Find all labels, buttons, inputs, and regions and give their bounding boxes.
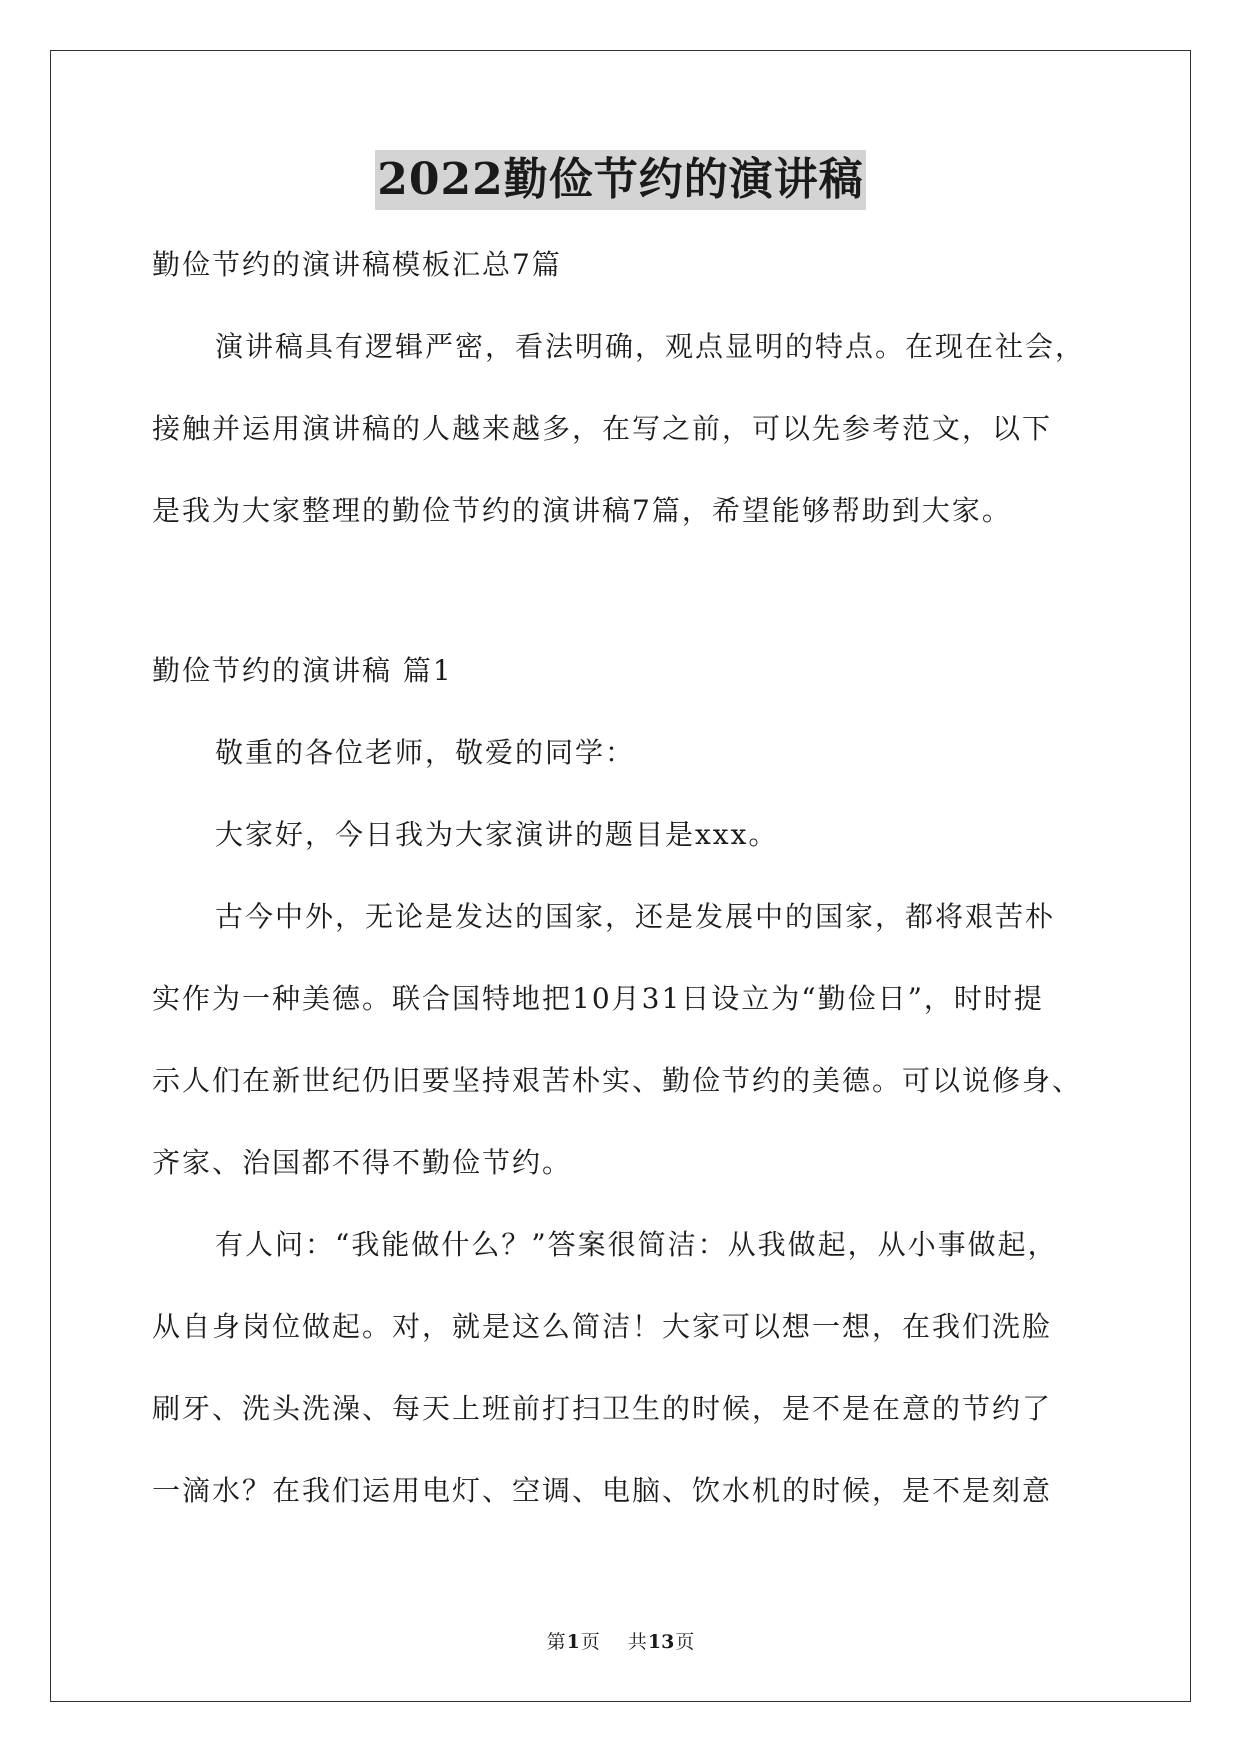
text-line: 是我为大家整理的勤俭节约的演讲稿7篇，希望能够帮助到大家。: [152, 494, 1012, 527]
text-line: 一滴水？在我们运用电灯、空调、电脑、饮水机的时候，是不是刻意: [152, 1474, 1053, 1507]
text-line: 有人问：“我能做什么？”答案很简洁：从我做起，从小事做起，: [215, 1228, 1058, 1261]
page-unit: 页: [580, 1631, 600, 1653]
text-line: 古今中外，无论是发达的国家，还是发展中的国家，都将艰苦朴: [215, 900, 1056, 933]
text-line: 实作为一种美德。联合国特地把10月31日设立为“勤俭日”，时时提: [152, 982, 1044, 1015]
title-container: [0, 150, 1241, 210]
text-line: 接触并运用演讲稿的人越来越多，在写之前，可以先参考范文，以下: [152, 412, 1053, 445]
text-line: 勤俭节约的演讲稿模板汇总7篇: [152, 248, 562, 281]
text-line: 敬重的各位老师，敬爱的同学：: [215, 736, 636, 769]
text-line: 演讲稿具有逻辑严密，看法明确，观点显明的特点。在现在社会，: [215, 330, 1086, 363]
total-pages: 13: [647, 1631, 675, 1653]
total-prefix: 共: [627, 1631, 647, 1653]
document-body: [152, 240, 1092, 1548]
text-line: 齐家、治国都不得不勤俭节约。: [152, 1146, 573, 1179]
text-line: 刷牙、洗头洗澡、每天上班前打扫卫生的时候，是不是在意的节约了: [152, 1392, 1053, 1425]
page-number: 1: [566, 1631, 580, 1653]
text-line: 勤俭节约的演讲稿 篇1: [152, 654, 453, 687]
total-unit: 页: [675, 1631, 695, 1653]
text-line: 大家好，今日我为大家演讲的题目是xxx。: [215, 818, 779, 851]
text-line: 示人们在新世纪仍旧要坚持艰苦朴实、勤俭节约的美德。可以说修身、: [152, 1064, 1083, 1097]
page-footer: [0, 1627, 1241, 1654]
text-line: 从自身岗位做起。对，就是这么简洁！大家可以想一想，在我们洗脸: [152, 1310, 1053, 1343]
document-title: 2022勤俭节约的演讲稿: [375, 150, 865, 210]
paragraph-gap: [152, 568, 1092, 646]
page-prefix: 第: [546, 1631, 566, 1653]
